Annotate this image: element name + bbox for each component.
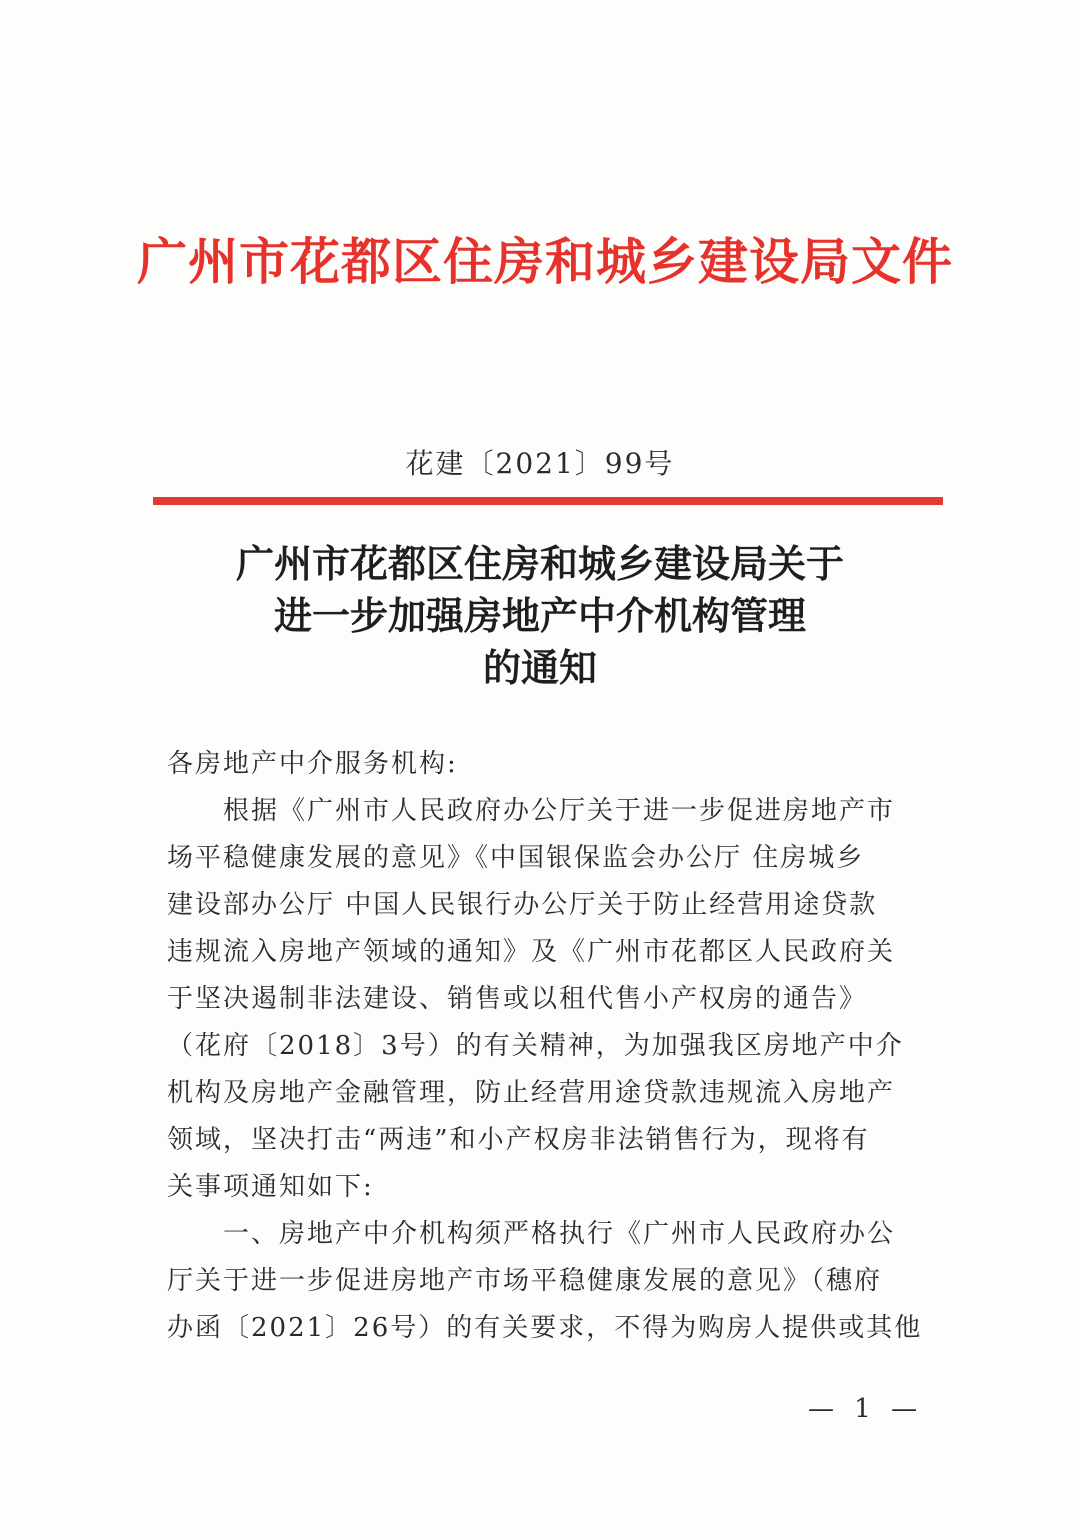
body-line: 建设部办公厅 中国人民银行办公厅关于防止经营用途贷款: [167, 890, 878, 920]
body-line: 场平稳健康发展的意见》《中国银保监会办公厅 住房城乡: [167, 843, 865, 873]
body-line: 根据《广州市人民政府办公厅关于进一步促进房地产市: [223, 796, 896, 826]
body-line: （花府〔2018〕3号）的有关精神，为加强我区房地产中介: [167, 1031, 904, 1061]
document-header-title: 广州市花都区住房和城乡建设局文件: [137, 232, 953, 291]
salutation-line: 各房地产中介服务机构:: [167, 749, 458, 779]
document-number: 花建〔2021〕99号: [405, 447, 675, 480]
notice-title-line-1: 广州市花都区住房和城乡建设局关于: [235, 541, 844, 586]
notice-title: [0, 538, 1080, 694]
body-line: 领域，坚决打击“两违”和小产权房非法销售行为，现将有: [167, 1125, 870, 1155]
notice-title-line-2: 进一步加强房地产中介机构管理: [273, 593, 806, 638]
body-line: 办函〔2021〕26号）的有关要求，不得为购房人提供或其他: [167, 1313, 923, 1343]
body-line: 一、房地产中介机构须严格执行《广州市人民政府办公: [223, 1219, 896, 1249]
page-number: — 1 —: [808, 1394, 924, 1424]
notice-title-line-3: 的通知: [482, 645, 597, 690]
notice-body: [167, 741, 927, 1352]
red-divider-line: [153, 497, 943, 505]
body-line: 于坚决遏制非法建设、销售或以租代售小产权房的通告》: [167, 984, 868, 1014]
body-line: 违规流入房地产领域的通知》及《广州市花都区人民政府关: [167, 937, 896, 967]
body-line: 关事项通知如下:: [167, 1172, 374, 1202]
body-line: 厅关于进一步促进房地产市场平稳健康发展的意见》（穗府: [167, 1266, 883, 1296]
body-line: 机构及房地产金融管理，防止经营用途贷款违规流入房地产: [167, 1078, 896, 1108]
